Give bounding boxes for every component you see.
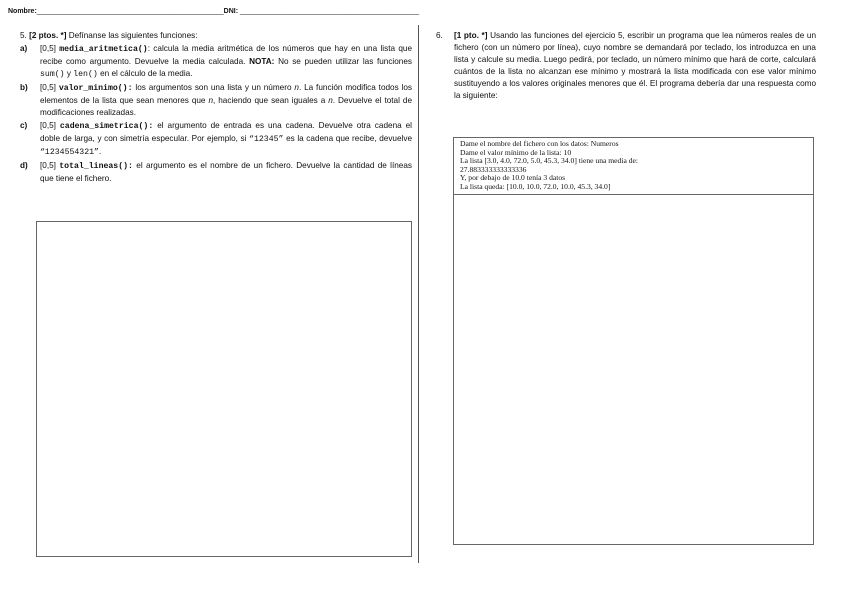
q5-item-a [20,43,412,81]
item-text: : calcula la media aritmética de los números que hay en una lista que recibe como argumento. Devuelve la media calculada. [40,44,412,66]
question-6 [436,30,816,102]
q6-statement [436,30,816,102]
nombre-label: Nombre: [8,8,37,15]
output-line: La lista queda: [10.0, 10.0, 72.0, 10.0, 45.3, 34.0] [460,181,611,191]
var-n: n [208,96,214,105]
nombre-blank: ________________________________________________ [36,8,224,15]
q6-number: 6. [436,31,443,40]
item-weight: [0,5] [40,44,56,53]
nota-text: No se pueden utilizar las funciones [278,57,413,66]
example-input: “12345” [249,135,284,144]
output-line: Dame el nombre del fichero con los datos: Numeros [460,139,619,148]
header-line [8,8,419,15]
column-divider [418,25,419,563]
item-text-4: . Devuelve el total de modificaciones realizadas. [40,96,412,117]
question-5 [20,30,412,185]
var-n: n [294,83,299,92]
function-name: total_lineas(): [59,162,133,171]
nota-label: NOTA: [249,57,275,66]
nota-end: en el cálculo de la media. [100,69,193,78]
nota-function-2: len() [73,70,98,79]
q5-answer-box[interactable] [36,221,412,557]
output-line: Dame el valor mínimo de la lista: 10 [460,147,572,157]
q6-text: Usando las funciones del ejercicio 5, escribir un programa que lea números reales de un fichero (con un número por línea), cuyo nombre se demandará por teclado, los introduzca en una lista y calcule su media. Luego pedirá, por teclado, un número mínimo que hará de corte, calculará cuántos de la lista no alcanzan ese mínimo y mostrará la lista modificada con ese valor mínimo sustituyendo a los valores originales menores que él. El programa debería dar una respuesta como la siguiente: [454,31,816,100]
q5-points: [2 ptos. *] [29,31,67,40]
item-letter: d) [20,161,28,170]
output-line: La lista [3.0, 4.0, 72.0, 5.0, 45.3, 34.0] tiene una media de: [460,156,638,166]
item-weight: [0,5] [40,83,56,92]
q5-item-c [20,120,412,159]
nota-y: y [66,69,71,78]
q5-item-d [20,160,412,185]
item-weight: [0,5] [40,121,56,130]
q6-answer-box[interactable] [453,137,814,545]
output-line: 27.883333333333336 [460,164,527,174]
item-weight: [0,5] [40,161,56,170]
output-line: Y, por debajo de 10.0 tenía 3 datos [460,173,566,183]
nota-function-1: sum() [40,70,65,79]
var-n: n [328,96,333,105]
q5-heading [20,30,412,42]
q5-number: 5. [20,31,27,40]
item-letter: a) [20,44,28,53]
output-separator [454,194,813,195]
item-text-2: . La función modifica todos los elementos de la lista que sean menores que [40,83,413,105]
item-text-1: los argumentos son una lista y un número [135,83,292,92]
dni-label: DNI: [223,8,239,15]
function-name: cadena_simetrica(): [59,122,154,131]
item-text-1: el argumento de entrada es una cadena. Devuelve otra cadena el doble de larga, y con simetría especular. Por ejemplo, si [40,121,412,143]
q6-points: [1 pto. *] [454,31,488,40]
dni-blank: ______________________________________________ [240,8,420,15]
q5-item-b [20,82,412,119]
function-name: valor_minimo(): [58,84,133,93]
q5-intro: Defínanse las siguientes funciones: [68,31,198,40]
item-letter: b) [20,83,28,92]
item-text-3: . [98,147,102,156]
item-letter: c) [20,121,28,130]
example-output: “1234554321” [40,148,99,157]
item-text: el argumento es el nombre de un fichero. Devuelve la cantidad de líneas que tiene el fichero. [40,161,412,183]
item-text-3: , haciendo que sean iguales a [213,96,326,105]
item-text-2: es la cadena que recibe, devuelve [286,134,412,143]
sample-output [454,138,813,194]
function-name: media_aritmetica() [59,45,148,54]
